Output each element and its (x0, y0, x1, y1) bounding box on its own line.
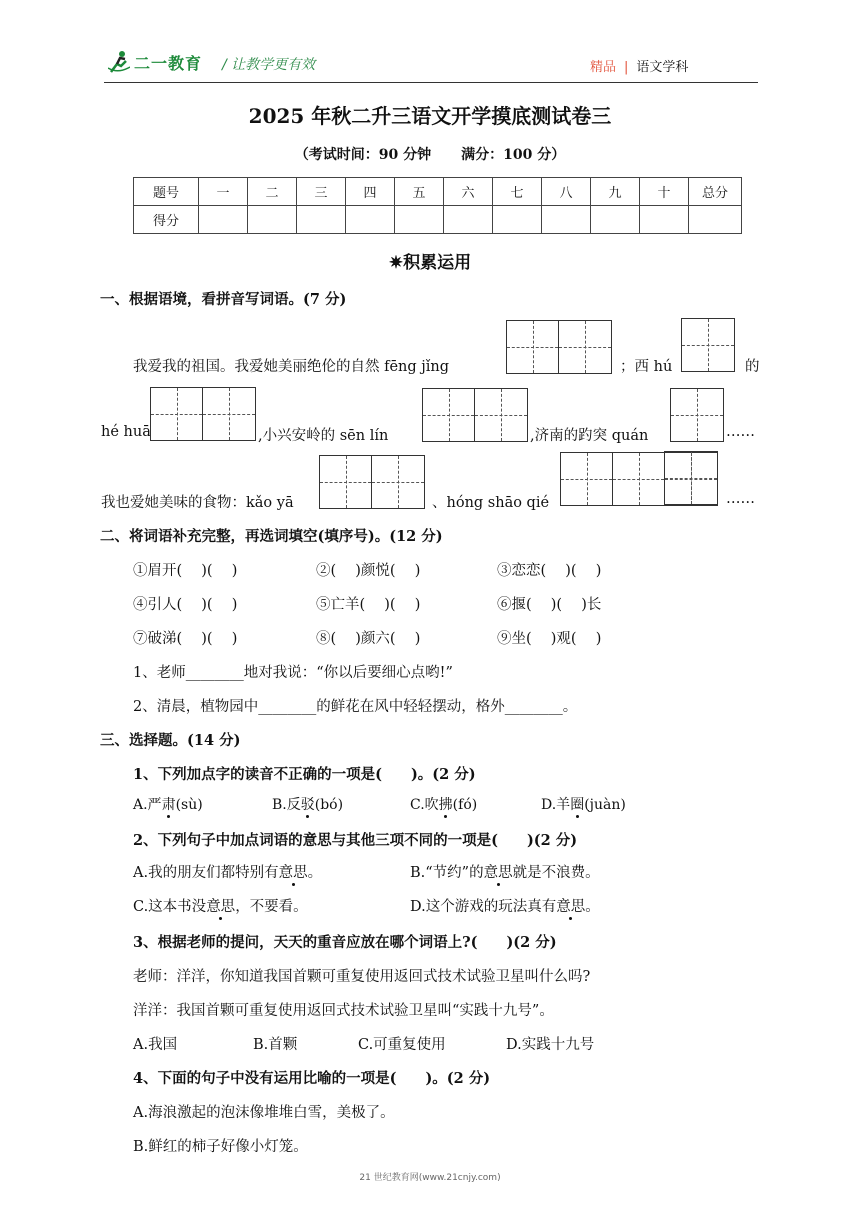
q3-2-option-d[interactable]: D.这个游戏的玩法真有意思。 (410, 899, 600, 915)
exam-title: 2025 年秋二升三语文开学摸底测试卷三 (248, 104, 612, 128)
score-input-cell[interactable] (591, 206, 640, 234)
q3-1-option-b[interactable]: B.反驳(bó) (272, 797, 344, 813)
q3-1-option-a[interactable]: A.严肃(sù) (133, 797, 203, 813)
slogan: / 让教学更有效 (222, 57, 316, 73)
score-input-cell[interactable] (346, 206, 395, 234)
idiom-item: ②( )颜悦( ) (316, 563, 421, 579)
q3-3-option-c[interactable]: C.可重复使用 (358, 1037, 446, 1053)
q3-2-option-b[interactable]: B.“节约”的意思就是不浪费。 (410, 865, 600, 881)
q3-3-teacher-line: 老师：洋洋，你知道我国首颗可重复使用返回式技术试验卫星叫什么吗? (133, 969, 591, 985)
idiom-item: ③恋恋( )( ) (497, 563, 602, 579)
brand-name: 二一教育 (134, 53, 203, 73)
page-footer: 21 世纪教育网(www.21cnjy.com) (359, 1173, 501, 1183)
table-cell: 十 (640, 178, 689, 206)
q3-3-option-a[interactable]: A.我国 (133, 1037, 178, 1053)
q3-1-option-c[interactable]: C.吹拂(fó) (410, 797, 478, 813)
q3-4-title: 4、下面的句子中没有运用比喻的一项是( )。(2 分) (133, 1070, 491, 1087)
table-cell: 四 (346, 178, 395, 206)
q1-line3-ellipsis: …… (726, 491, 755, 507)
q3-3-option-b[interactable]: B.首颗 (253, 1037, 298, 1053)
pinyin-box-quan[interactable] (670, 388, 724, 442)
table-cell: 得分 (134, 206, 199, 234)
q2-sentence-1: 1、老师________地对我说：“你以后要细心点哟!” (133, 665, 453, 681)
q1-line3-hongshaoqie: 、hóng shāo qié (432, 495, 550, 511)
idiom-item: ⑨坐( )观( ) (497, 631, 602, 647)
pinyin-box-fengjing[interactable] (506, 320, 612, 374)
runner-icon (108, 50, 130, 74)
q2-sentence-2: 2、清晨，植物园中________的鲜花在风中轻轻摆动，格外________。 (133, 699, 578, 715)
q3-3-student-line: 洋洋：我国首颗可重复使用返回式技术试验卫星叫“实践十九号”。 (133, 1003, 554, 1019)
exam-subtitle (0, 144, 860, 164)
q1-line1-text: 我爱我的祖国。我爱她美丽绝伦的自然 fēng jǐng (133, 359, 450, 375)
score-input-cell[interactable] (297, 206, 346, 234)
table-cell: 九 (591, 178, 640, 206)
pinyin-box-hongshaoqie-extra[interactable] (664, 451, 718, 505)
q1-line2-hehua: hé huā (101, 424, 151, 440)
pinyin-box-hehua[interactable] (150, 387, 256, 441)
exam-full-score: 满分：100 分） (461, 147, 566, 163)
brand-logo (108, 50, 202, 74)
q3-2-option-c[interactable]: C.这本书没意思，不要看。 (133, 899, 308, 915)
score-input-cell[interactable] (689, 206, 742, 234)
idiom-item: ⑥揠( )( )长 (497, 597, 602, 613)
q1-line1-hu: ；西 hú (620, 359, 673, 375)
q1-line2-senlin: ,小兴安岭的 sēn lín (258, 428, 389, 444)
idiom-item: ⑦破涕( )( ) (133, 631, 238, 647)
header-tags (590, 56, 688, 75)
score-input-cell[interactable] (199, 206, 248, 234)
score-input-cell[interactable] (493, 206, 542, 234)
tag-quality: 精品 (590, 60, 617, 75)
score-table (133, 177, 742, 234)
table-cell: 八 (542, 178, 591, 206)
q2-title: 二、将词语补充完整，再选词填空(填序号)。(12 分) (100, 528, 443, 545)
score-table-score-row (134, 206, 742, 234)
pinyin-box-kaoya[interactable] (319, 455, 425, 509)
q3-2-title: 2、下列句子中加点词语的意思与其他三项不同的一项是( )(2 分) (133, 832, 578, 849)
q3-4-option-b[interactable]: B.鲜红的柿子好像小灯笼。 (133, 1139, 308, 1155)
score-input-cell[interactable] (444, 206, 493, 234)
q3-2-option-a[interactable]: A.我的朋友们都特别有意思。 (133, 865, 323, 881)
idiom-item: ①眉开( )( ) (133, 563, 238, 579)
q3-1-title: 1、下列加点字的读音不正确的一项是( )。(2 分) (133, 766, 476, 783)
q3-3-title: 3、根据老师的提问，天天的重音应放在哪个词语上?( )(2 分) (133, 934, 557, 951)
q1-line1-de: 的 (745, 359, 760, 375)
pinyin-box-hu[interactable] (681, 318, 735, 372)
q3-title: 三、选择题。(14 分) (100, 732, 241, 749)
table-cell: 题号 (134, 178, 199, 206)
idiom-item: ⑤亡羊( )( ) (316, 597, 421, 613)
table-cell: 三 (297, 178, 346, 206)
q1-line3-kaoya: 我也爱她美味的食物：kǎo yā (101, 495, 294, 511)
score-input-cell[interactable] (395, 206, 444, 234)
q1-title: 一、根据语境，看拼音写词语。(7 分) (100, 291, 347, 308)
section-heading: ✷积累运用 (388, 253, 472, 273)
exam-time: （考试时间：90 分钟 (294, 147, 432, 163)
q3-3-option-d[interactable]: D.实践十九号 (506, 1037, 595, 1053)
idiom-item: ⑧( )颜六( ) (316, 631, 421, 647)
q3-1-option-d[interactable]: D.羊圈(juàn) (541, 797, 626, 813)
score-input-cell[interactable] (640, 206, 689, 234)
table-cell: 五 (395, 178, 444, 206)
table-cell: 七 (493, 178, 542, 206)
table-cell: 总分 (689, 178, 742, 206)
q1-line2-ellipsis: …… (726, 424, 755, 440)
score-table-header-row (134, 178, 742, 206)
header-divider (104, 82, 758, 83)
idiom-item: ④引人( )( ) (133, 597, 238, 613)
table-cell: 六 (444, 178, 493, 206)
table-cell: 二 (248, 178, 297, 206)
q3-4-option-a[interactable]: A.海浪激起的泡沫像堆堆白雪，美极了。 (133, 1105, 395, 1121)
table-cell: 一 (199, 178, 248, 206)
pinyin-box-senlin[interactable] (422, 388, 528, 442)
q1-line2-quan: ,济南的趵突 quán (530, 428, 649, 444)
tag-separator: | (624, 60, 629, 75)
score-input-cell[interactable] (542, 206, 591, 234)
tag-subject: 语文学科 (636, 60, 689, 75)
score-input-cell[interactable] (248, 206, 297, 234)
